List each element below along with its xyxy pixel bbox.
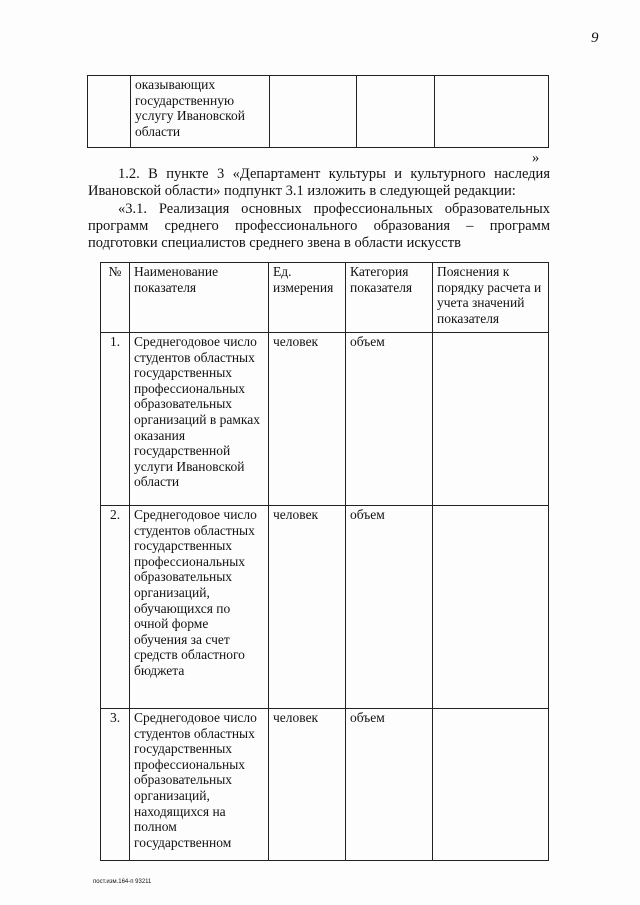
- table-row: 3. Среднегодовое число студентов областных государственных профессиональных образовательных организаций, находящихся на полном государственном человек объем: [101, 709, 549, 861]
- header-cell: №: [101, 263, 130, 333]
- continued-table: [87, 75, 549, 148]
- paragraph: 1.2. В пункте 3 «Департамент культуры и культурного наследия Ивановской области» подпункт 3.1 изложить в следующей редакции:: [88, 166, 550, 199]
- header-cell: Категория показателя: [346, 263, 433, 333]
- closing-quote: »: [532, 150, 540, 166]
- table-row: 2. Среднегодовое число студентов областных государственных профессиональных образовательных организаций, обучающихся по очной форме обучения за счет средств областного бюджета человек объем: [101, 506, 549, 709]
- header-cell: Пояснения к порядку расчета и учета значений показателя: [433, 263, 549, 333]
- table-row: 1. Среднегодовое число студентов областных государственных профессиональных образовательных организаций в рамках оказания государственной услуги Ивановской области человек объем: [101, 333, 549, 506]
- table-header-row: [101, 263, 549, 333]
- page-number: 9: [591, 30, 599, 46]
- table-cell: оказывающих государственную услугу Ивановской области: [131, 76, 270, 148]
- header-cell: Ед. измерения: [269, 263, 346, 333]
- paragraph: «3.1. Реализация основных профессиональных образовательных программ среднего профессионального образования – программ подготовки специалистов среднего звена в области искусств: [88, 201, 550, 251]
- footer-code: пост.изм.164-п 93211: [93, 879, 152, 885]
- indicators-table: [100, 262, 549, 861]
- header-cell: Наименование показателя: [130, 263, 269, 333]
